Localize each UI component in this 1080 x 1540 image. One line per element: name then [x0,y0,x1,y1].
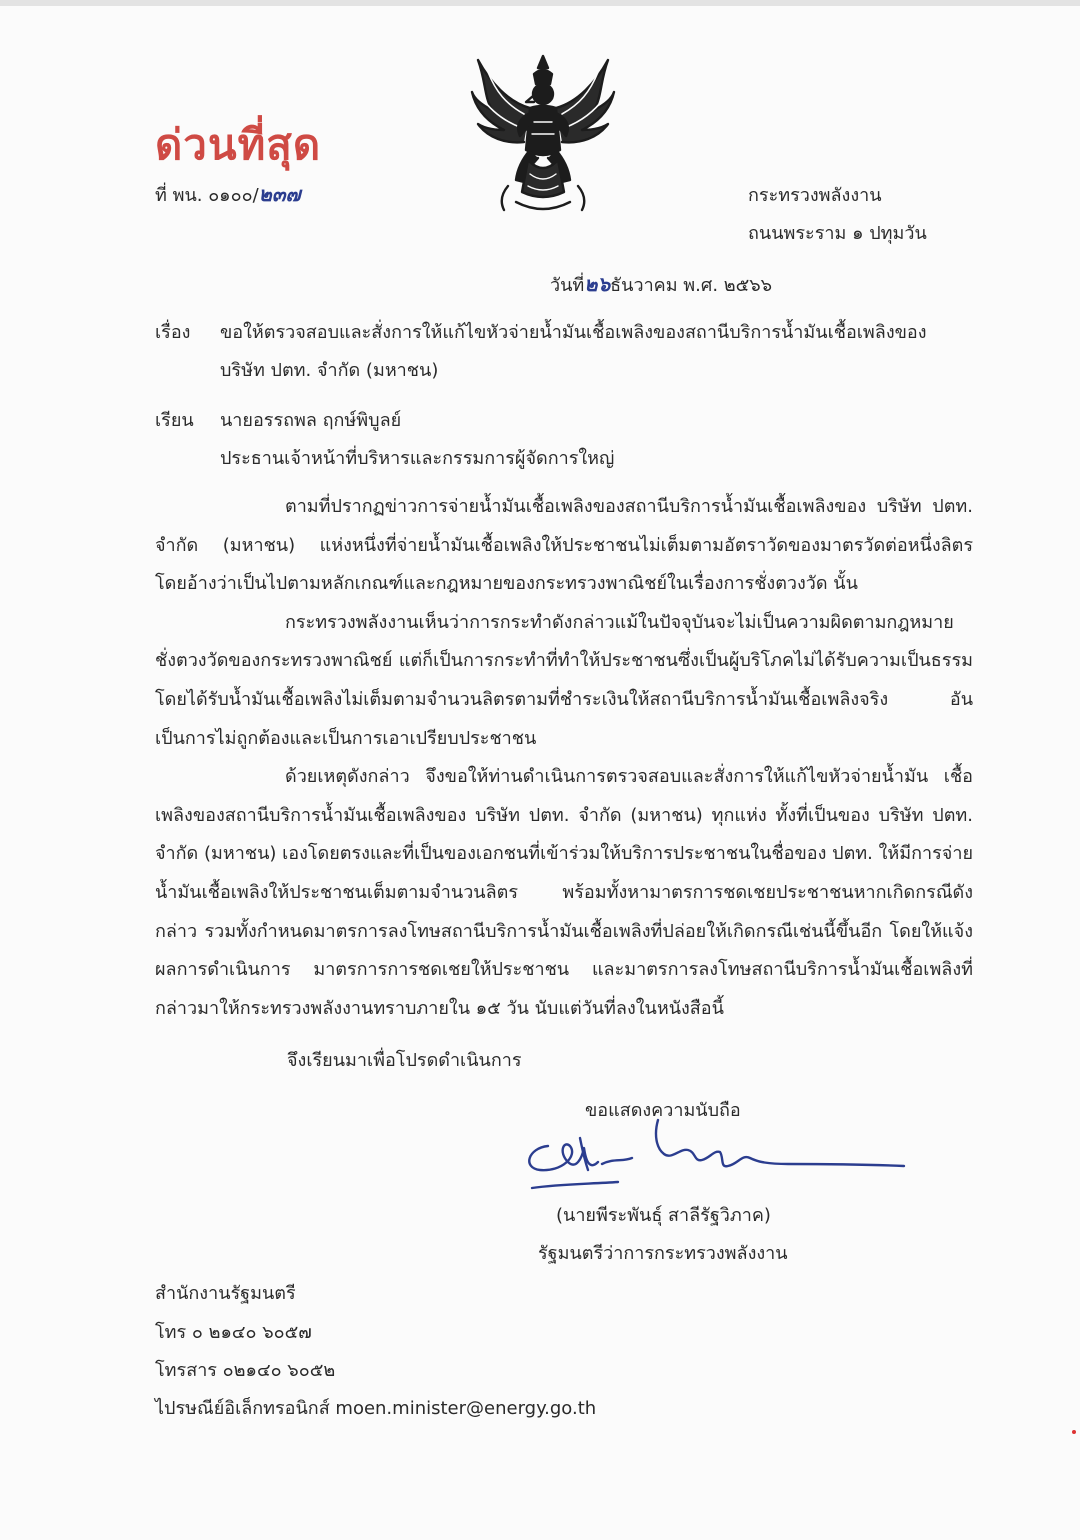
reference-label: ที่ พน. ๐๑๐๐/ [155,185,259,206]
ministry-name: กระทรวงพลังงาน [748,185,882,206]
signer-name: (นายพีระพันธุ์ สาลีรัฐวิภาค) [556,1205,771,1226]
contact-email: ไปรษณีย์อิเล็กทรอนิกส์ moen.minister@energy.go.th [155,1398,597,1419]
subject-line-1: ขอให้ตรวจสอบและสั่งการให้แก้ไขหัวจ่ายน้ำมันเชื้อเพลิงของสถานีบริการน้ำมันเชื้อเพลิงของ [220,322,927,343]
closing-line: จึงเรียนมาเพื่อโปรดดำเนินการ [287,1050,522,1071]
reference-number [155,178,301,210]
garuda-emblem-icon [468,52,618,214]
recipient-position: ประธานเจ้าหน้าที่บริหารและกรรมการผู้จัดการใหญ่ [220,448,615,469]
recipient-label: เรียน [155,410,194,431]
subject-label: เรื่อง [155,322,191,343]
recipient-name: นายอรรถพล ฤกษ์พิบูลย์ [220,410,402,431]
handwritten-signature-icon [518,1118,910,1196]
letter-body [155,488,973,1028]
scan-edge [0,0,1080,6]
date-day-handwritten: ๒๖ [584,272,611,296]
body-paragraph-1: ตามที่ปรากฏข่าวการจ่ายน้ำมันเชื้อเพลิงของสถานีบริการน้ำมันเชื้อเพลิงของ บริษัท ปตท. จำกัด (มหาชน) แห่งหนึ่งที่จ่ายน้ำมันเชื้อเพลิงให้ประชาชนไม่เต็มตามอัตราวัดของมาตรวัดต่อหนึ่งลิตร โดยอ้างว่าเป็นไปตามหลักเกณฑ์และกฎหมายของกระทรวงพาณิชย์ในเรื่องการชั่งตวงวัด นั้น [155,496,973,595]
letter-date [550,268,772,300]
reference-handwritten-number: ๒๓๗ [258,182,301,206]
body-paragraph-2: กระทรวงพลังงานเห็นว่าการกระทำดังกล่าวแม้ในปัจจุบันจะไม่เป็นความผิดตามกฎหมาย ชั่งตวงวัดของกระทรวงพาณิชย์ แต่ก็เป็นการกระทำที่ทำให้ประชาชนซึ่งเป็นผู้บริโภคไม่ได้รับความเป็นธรรม โดยได้รับน้ำมันเชื้อเพลิงไม่เต็มตามจำนวนลิตรตามที่ชำระเงินให้สถานีบริการน้ำมันเชื้อเพลิงจริง อันเป็นการไม่ถูกต้องและเป็นการเอาเปรียบประชาชน [155,611,973,749]
urgency-stamp: ด่วนที่สุด [155,120,322,169]
date-month-year: ธันวาคม พ.ศ. ๒๕๖๖ [610,275,773,296]
contact-telephone: โทร ๐ ๒๑๔๐ ๖๐๕๗ [155,1322,312,1343]
signer-title: รัฐมนตรีว่าการกระทรวงพลังงาน [538,1243,788,1264]
subject-line-2: บริษัท ปตท. จำกัด (มหาชน) [220,360,439,381]
date-prefix: วันที่ [550,275,585,296]
contact-fax: โทรสาร ๐๒๑๔๐ ๖๐๕๒ [155,1360,336,1381]
contact-office: สำนักงานรัฐมนตรี [155,1283,296,1304]
scan-speck [1072,1430,1076,1434]
body-paragraph-3: ด้วยเหตุดังกล่าว จึงขอให้ท่านดำเนินการตรวจสอบและสั่งการให้แก้ไขหัวจ่ายน้ำมัน เชื้อเพลิงของสถานีบริการน้ำมันเชื้อเพลิงของ บริษัท ปตท. จำกัด (มหาชน) ทุกแห่ง ทั้งที่เป็นของ บริษัท ปตท. จำกัด (มหาชน) เองโดยตรงและที่เป็นของเอกชนที่เข้าร่วมให้บริการประชาชนในชื่อของ ปตท. ให้มีการจ่ายน้ำมันเชื้อเพลิงให้ประชาชนเต็มตามจำนวนลิตร พร้อมทั้งหามาตรการชดเชยประชาชนหากเกิดกรณีดังกล่าว รวมทั้งกำหนดมาตรการลงโทษสถานีบริการน้ำมันเชื้อเพลิงที่ปล่อยให้เกิดกรณีเช่นนี้ขึ้นอีก โดยให้แจ้งผลการดำเนินการ มาตรการการชดเชยให้ประชาชน และมาตรการลงโทษสถานีบริการน้ำมันเชื้อเพลิงที่กล่าวมาให้กระทรวงพลังงานทราบภายใน ๑๕ วัน นับแต่วันที่ลงในหนังสือนี้ [155,766,973,1019]
regards: ขอแสดงความนับถือ [585,1100,741,1121]
ministry-address: ถนนพระราม ๑ ปทุมวัน [748,223,927,244]
